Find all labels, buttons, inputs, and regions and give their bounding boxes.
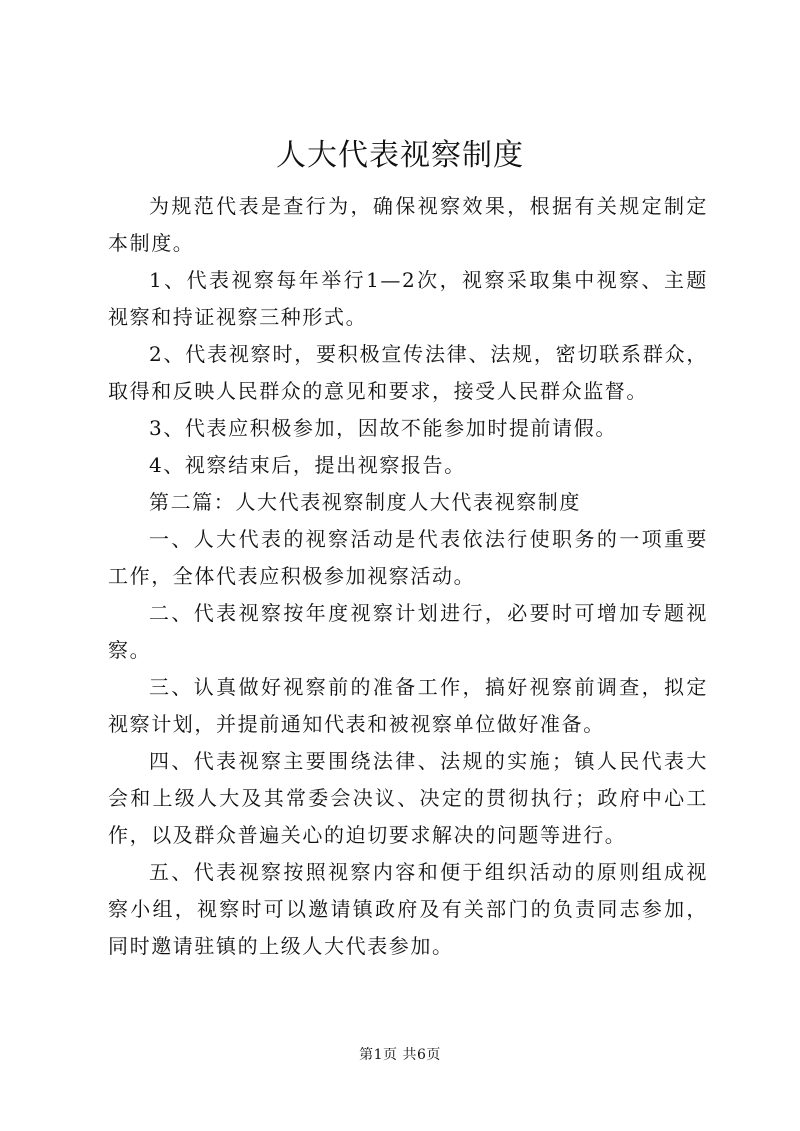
paragraph-article-5: 五、代表视察按照视察内容和便于组织活动的原则组成视察小组，视察时可以邀请镇政府及有关部门的负责同志参加，同时邀请驻镇的上级人大代表参加。 xyxy=(108,860,708,958)
document-body xyxy=(108,188,708,965)
paragraph-intro: 为规范代表是查行为，确保视察效果，根据有关规定制定本制度。 xyxy=(108,194,708,255)
paragraph-item-4: 4、视察结束后，提出视察报告。 xyxy=(149,453,466,477)
page-number-footer: 第1页 共6页 xyxy=(359,1047,441,1063)
paragraph-article-4: 四、代表视察主要围绕法律、法规的实施；镇人民代表大会和上级人大及其常委会决议、决定的贯彻执行；政府中心工作，以及群众普遍关心的迫切要求解决的问题等进行。 xyxy=(108,749,708,847)
section-heading-part-two: 第二篇：人大代表视察制度人大代表视察制度 xyxy=(149,490,581,514)
paragraph-item-1: 1、代表视察每年举行1—2次，视察采取集中视察、主题视察和持证视察三种形式。 xyxy=(108,268,708,329)
paragraph-article-2: 二、代表视察按年度视察计划进行，必要时可增加专题视察。 xyxy=(108,601,708,662)
paragraph-article-1: 一、人大代表的视察活动是代表依法行使职务的一项重要工作，全体代表应积极参加视察活动。 xyxy=(108,527,708,588)
paragraph-article-3: 三、认真做好视察前的准备工作，搞好视察前调查，拟定视察计划，并提前通知代表和被视察单位做好准备。 xyxy=(108,675,708,736)
paragraph-item-3: 3、代表应积极参加，因故不能参加时提前请假。 xyxy=(149,416,617,440)
document-title: 人大代表视察制度 xyxy=(276,138,524,173)
paragraph-item-2: 2、代表视察时，要积极宣传法律、法规，密切联系群众，取得和反映人民群众的意见和要求，接受人民群众监督。 xyxy=(108,342,708,403)
